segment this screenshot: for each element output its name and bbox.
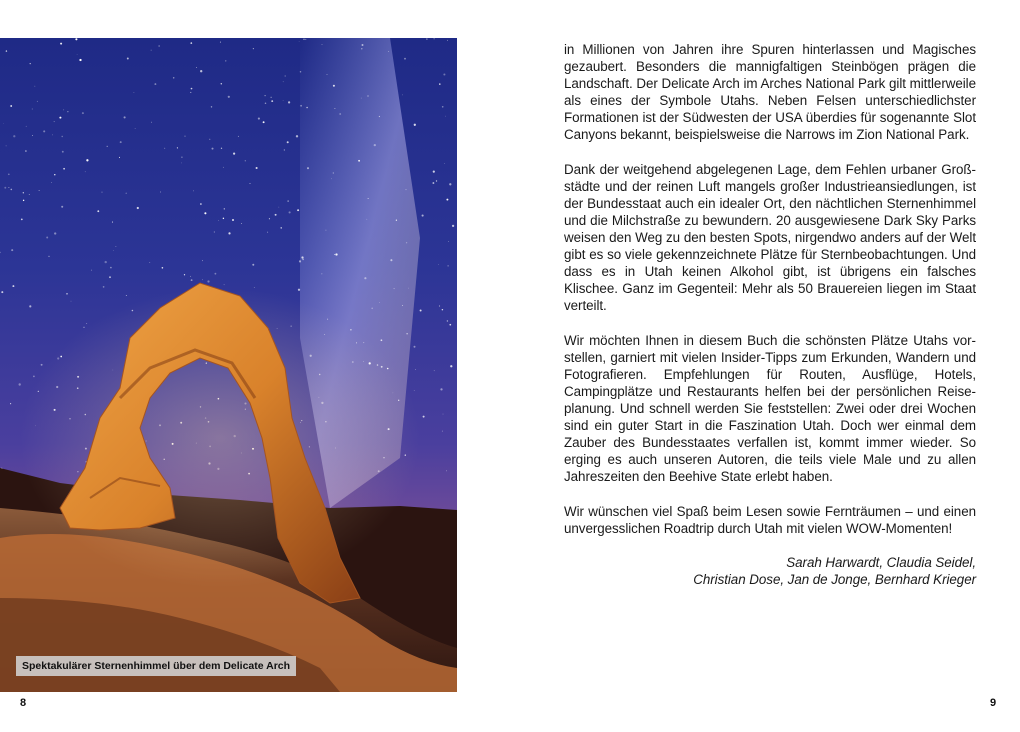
body-text-column: [564, 41, 976, 588]
authors-signature-line-1: Sarah Harwardt, Claudia Seidel,: [786, 554, 976, 570]
page-number-right: 9: [990, 697, 997, 709]
paragraph-3: Wir möchten Ihnen in diesem Buch die schönsten Plätze Utahs vorstellen, garniert mit vielen Insider-Tipps zum Erkunden, Wandern und Fotografieren. Empfehlungen für Routen, Ausflüge, Hotels, Campingplätze und Restaurants helfen bei der persönlichen Reiseplanung. Und schnell werden Sie feststellen: Zwei oder drei Wochen sind ein guter Start in die Faszination Utah. Doch wer einmal dem Zauber des Bundesstaates verfallen ist, kommt immer wieder. So erging es auch unseren Autoren, die teils viele Male und zu allen Jahreszeiten den Beehive State erlebt haben.: [564, 332, 976, 485]
paragraph-4: Wir wünschen viel Spaß beim Lesen sowie Fernträumen – und einen unvergesslichen Roadtrip durch Utah mit vielen WOW-Momenten!: [564, 503, 976, 536]
delicate-arch-night-photo: [0, 38, 457, 692]
paragraph-2: Dank der weitgehend abgelegenen Lage, dem Fehlen urbaner Großstädte und der reinen Luft mangels großer Industrieansiedlungen, ist der Bundesstaat auch ein idealer Ort, den nächtlichen Sternenhimmel und die Milchstraße zu bewundern. 20 ausgewiesene Dark Sky Parks weisen den Weg zu den besten Spots, nirgendwo anders auf der Welt gibt es so viele gekennzeichnete Plätze für Sternbeobachtungen. Und dass es in Utah keinen Alkohol gibt, ist übrigens ein falsches Klischee. Ganz im Gegenteil: Mehr als 50 Brauereien liegen im Staat verteilt.: [564, 161, 976, 314]
paragraph-1: in Millionen von Jahren ihre Spuren hinterlassen und Magisches gezaubert. Besonders die mannigfaltigen Steinbögen prägen die Landschaft. Der Delicate Arch im Arches National Park gilt mittlerweile als eines der Symbole Utahs. Neben Felsen unterschiedlichster Formationen ist der Südwesten der USA überdies für sogenannte Slot Canyons bekannt, beispielsweise die Narrows im Zion National Park.: [564, 42, 976, 143]
authors-signature-line-2: Christian Dose, Jan de Jonge, Bernhard Krieger: [693, 571, 976, 587]
page-number-left: 8: [20, 697, 27, 709]
photo-caption: Spektakulärer Sternenhimmel über dem Delicate Arch: [16, 656, 296, 676]
